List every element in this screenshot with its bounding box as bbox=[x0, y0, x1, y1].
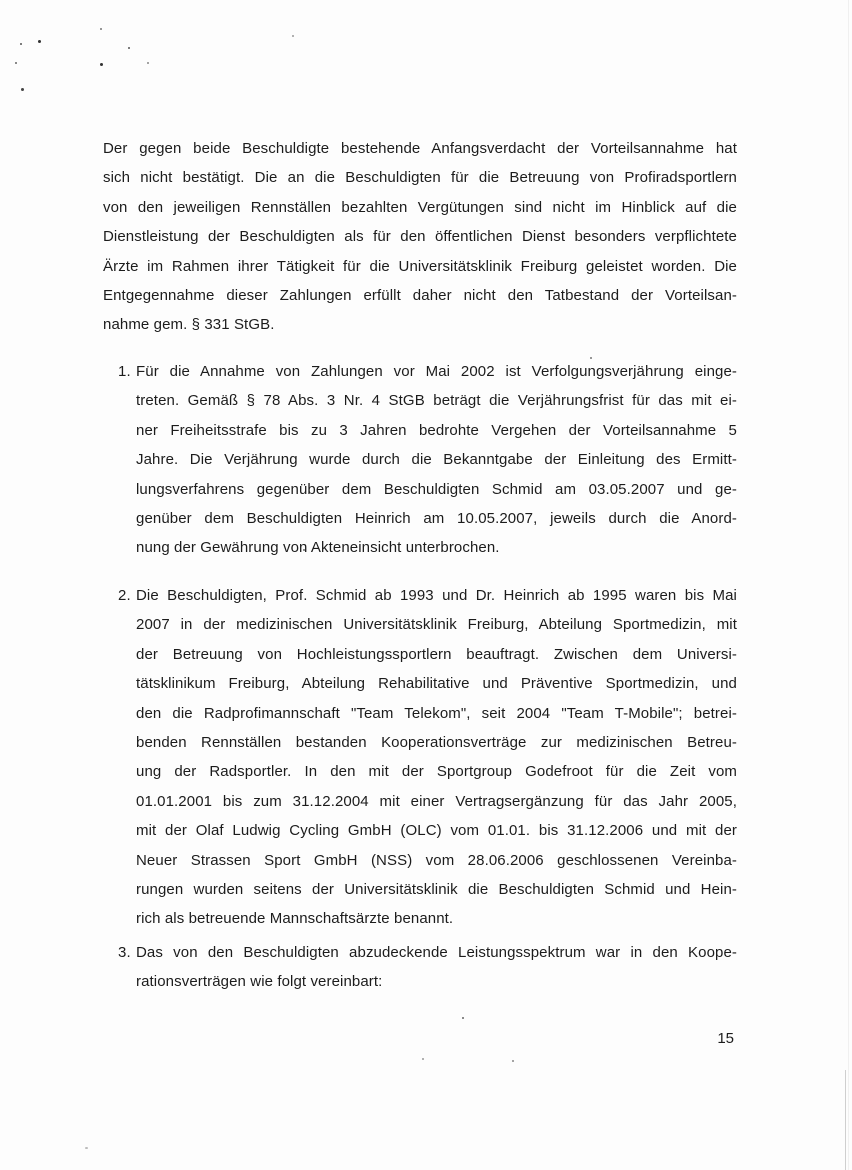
text-line: Der gegen beide Beschuldigte bestehende Anfangsverdacht der Vorteilsannahme hat bbox=[103, 140, 737, 157]
text-line: von den jeweiligen Rennställen bezahlten Vergütungen sind nicht im Hinblick auf die bbox=[103, 198, 737, 216]
intro-paragraph bbox=[103, 134, 737, 340]
text-line: sich nicht bestätigt. Die an die Beschuldigten für die Betreuung von Profiradsportlern bbox=[103, 169, 737, 187]
scan-edge-shadow bbox=[848, 0, 849, 1170]
page-number: 15 bbox=[717, 1030, 734, 1047]
scan-speckle bbox=[292, 35, 294, 37]
text-line: nahme gem. § 331 StGB. bbox=[103, 316, 275, 334]
item-number: 2. bbox=[118, 587, 131, 604]
scan-speckle bbox=[147, 62, 149, 64]
text-line: benden Rennställen bestanden Kooperationsverträge zur medizinischen Betreu- bbox=[136, 734, 737, 752]
scan-speckle bbox=[100, 28, 102, 30]
list-item-2 bbox=[118, 581, 737, 934]
text-line: genüber dem Beschuldigten Heinrich am 10.05.2007, jeweils durch die Anord- bbox=[136, 510, 737, 528]
text-line: Das von den Beschuldigten abzudeckende Leistungsspektrum war in den Koope- bbox=[136, 944, 737, 961]
scan-speckle bbox=[100, 63, 103, 66]
text-line: lungsverfahrens gegenüber dem Beschuldigten Schmid am 03.05.2007 und ge- bbox=[136, 480, 737, 498]
text-line: treten. Gemäß § 78 Abs. 3 Nr. 4 StGB beträgt die Verjährungsfrist für das mit ei- bbox=[136, 392, 737, 410]
text-line: ner Freiheitsstrafe bis zu 3 Jahren bedrohte Vergehen der Vorteilsannahme 5 bbox=[136, 421, 737, 439]
item-number: 1. bbox=[118, 363, 131, 380]
text-line: der Betreuung von Hochleistungssportlern beauftragt. Zwischen dem Universi- bbox=[136, 645, 737, 663]
text-line: rungen wurden seitens der Universitätsklinik die Beschuldigten Schmid und Hein- bbox=[136, 881, 737, 899]
scan-speckle bbox=[462, 1017, 464, 1019]
text-line: 01.01.2001 bis zum 31.12.2004 mit einer Vertragsergänzung für das Jahr 2005, bbox=[136, 792, 737, 810]
text-line: Für die Annahme von Zahlungen vor Mai 2002 ist Verfolgungsverjährung einge- bbox=[136, 363, 737, 380]
text-line: Dienstleistung der Beschuldigten als für den öffentlichen Dienst besonders verpflichtete bbox=[103, 228, 737, 246]
scan-speckle bbox=[422, 1058, 424, 1060]
text-line: Jahre. Die Verjährung wurde durch die Bekanntgabe der Einleitung des Ermitt- bbox=[136, 451, 737, 469]
text-line: den die Radprofimannschaft "Team Telekom", seit 2004 "Team T-Mobile"; betrei- bbox=[136, 704, 737, 722]
item-text bbox=[136, 581, 737, 934]
scan-speckle bbox=[512, 1060, 514, 1062]
list-item-3 bbox=[118, 938, 737, 997]
text-line: mit der Olaf Ludwig Cycling GmbH (OLC) vom 01.01. bis 31.12.2006 und mit der bbox=[136, 822, 737, 840]
item-text bbox=[136, 938, 737, 997]
item-number: 3. bbox=[118, 944, 131, 961]
text-line: Ärzte im Rahmen ihrer Tätigkeit für die Universitätsklinik Freiburg geleistet worden. Die bbox=[103, 257, 737, 275]
list-item-1 bbox=[118, 357, 737, 563]
scan-speckle bbox=[15, 62, 17, 64]
text-line: nung der Gewährung von Akteneinsicht unterbrochen. bbox=[136, 539, 500, 557]
text-line: 2007 in der medizinischen Universitätsklinik Freiburg, Abteilung Sportmedizin, mit bbox=[136, 616, 737, 634]
text-line: Entgegennahme dieser Zahlungen erfüllt daher nicht den Tatbestand der Vorteilsan- bbox=[103, 287, 737, 305]
scan-speckle bbox=[20, 43, 22, 45]
text-line: rationsverträgen wie folgt vereinbart: bbox=[136, 973, 383, 991]
text-line: tätsklinikum Freiburg, Abteilung Rehabilitative und Präventive Sportmedizin, und bbox=[136, 675, 737, 693]
text-line: rich als betreuende Mannschaftsärzte benannt. bbox=[136, 910, 454, 928]
scan-speckle bbox=[21, 88, 24, 91]
scan-speckle bbox=[128, 47, 130, 49]
scan-speckle bbox=[38, 40, 41, 43]
text-line: ung der Radsportler. In den mit der Sportgroup Godefroot für die Zeit vom bbox=[136, 763, 737, 781]
text-line: Neuer Strassen Sport GmbH (NSS) vom 28.06.2006 geschlossenen Vereinba- bbox=[136, 851, 737, 869]
scan-edge-line bbox=[845, 1070, 846, 1170]
item-text bbox=[136, 357, 737, 563]
text-line: Die Beschuldigten, Prof. Schmid ab 1993 und Dr. Heinrich ab 1995 waren bis Mai bbox=[136, 587, 737, 604]
scan-speckle bbox=[85, 1147, 88, 1149]
